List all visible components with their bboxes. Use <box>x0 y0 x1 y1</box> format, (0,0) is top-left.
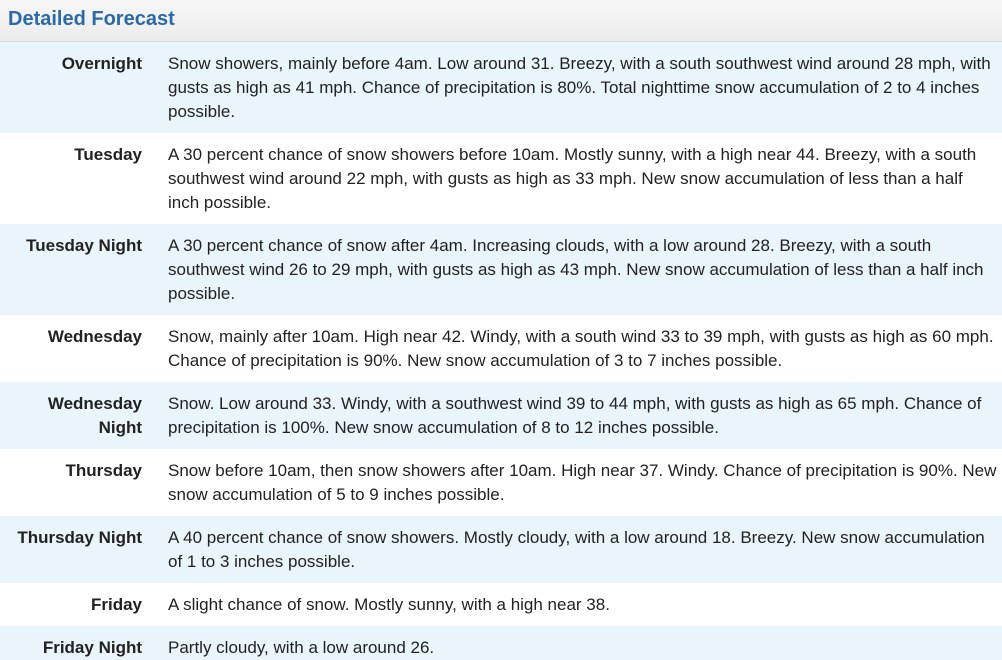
forecast-period-text: A slight chance of snow. Mostly sunny, with a high near 38. <box>168 595 610 614</box>
forecast-row-wednesday <box>0 315 1002 382</box>
forecast-period-label: Thursday <box>65 461 142 480</box>
forecast-row-overnight <box>0 42 1002 133</box>
forecast-period-label: Tuesday <box>74 145 142 164</box>
forecast-period-label: Wednesday Night <box>47 394 142 437</box>
forecast-row-thursday <box>0 449 1002 516</box>
forecast-period-text: Snow showers, mainly before 4am. Low around 31. Breezy, with a south southwest wind around 28 mph, with gusts as high as 41 mph. Chance of precipitation is 80%. Total nighttime snow accumulation of 2 to 4 inches possible. <box>168 54 991 121</box>
forecast-row-friday <box>0 583 1002 626</box>
forecast-period-label: Friday Night <box>42 638 142 657</box>
forecast-period-label: Tuesday Night <box>26 236 142 255</box>
forecast-period-label: Friday <box>90 595 142 614</box>
forecast-period-text: Partly cloudy, with a low around 26. <box>168 638 435 657</box>
forecast-period-text: Snow, mainly after 10am. High near 42. Windy, with a south wind 33 to 39 mph, with gusts as high as 60 mph. Chance of precipitation is 90%. New snow accumulation of 3 to 7 inches possible. <box>168 327 994 370</box>
forecast-period-text: Snow. Low around 33. Windy, with a southwest wind 39 to 44 mph, with gusts as high as 65 mph. Chance of precipitation is 100%. New snow accumulation of 8 to 12 inches possible. <box>168 394 982 437</box>
forecast-period-label: Thursday Night <box>17 528 142 547</box>
forecast-period-text: A 30 percent chance of snow after 4am. Increasing clouds, with a low around 28. Breezy, with a south southwest wind 26 to 29 mph, with gusts as high as 43 mph. New snow accumulation of less than a half inch possible. <box>168 236 984 303</box>
forecast-row-tuesday-night <box>0 224 1002 315</box>
forecast-period-text: Snow before 10am, then snow showers after 10am. High near 37. Windy. Chance of precipitation is 90%. New snow accumulation of 5 to 9 inches possible. <box>168 461 997 504</box>
panel-header <box>0 0 1002 42</box>
forecast-period-text: A 40 percent chance of snow showers. Mostly cloudy, with a low around 18. Breezy. New snow accumulation of 1 to 3 inches possible. <box>168 528 985 571</box>
forecast-period-label: Overnight <box>61 54 142 73</box>
forecast-row-friday-night <box>0 626 1002 660</box>
panel-title: Detailed Forecast <box>8 8 175 30</box>
forecast-row-wednesday-night <box>0 382 1002 449</box>
forecast-list <box>0 42 1002 660</box>
forecast-row-thursday-night <box>0 516 1002 583</box>
forecast-row-tuesday <box>0 133 1002 224</box>
forecast-period-text: A 30 percent chance of snow showers before 10am. Mostly sunny, with a high near 44. Breezy, with a south southwest wind around 22 mph, with gusts as high as 33 mph. New snow accumulation of less than a half inch possible. <box>168 145 977 212</box>
forecast-period-label: Wednesday <box>47 327 142 346</box>
